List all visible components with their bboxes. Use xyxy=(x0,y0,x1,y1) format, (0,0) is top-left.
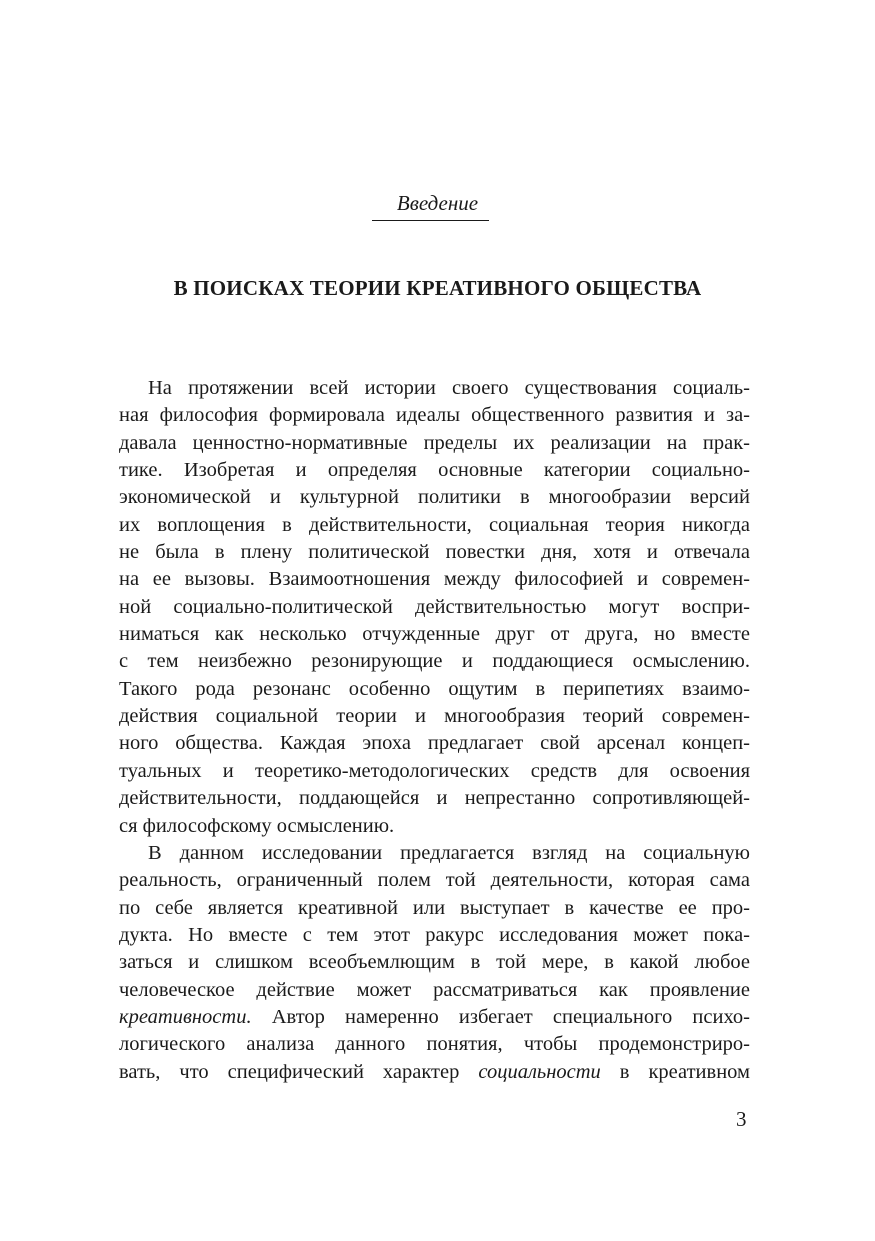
section-label: Введение xyxy=(396,191,479,215)
paragraph-line xyxy=(119,1004,750,1031)
paragraph-line: действительности, поддающейся и непрестанно сопротивляющей- xyxy=(119,787,750,810)
italic-term: креативности. xyxy=(119,1005,252,1028)
chapter-title: В ПОИСКАХ ТЕОРИИ КРЕАТИВНОГО ОБЩЕСТВА xyxy=(173,276,702,300)
paragraph-line: действия социальной теории и многообразия теорий современ- xyxy=(119,705,750,728)
paragraph-line: В данном исследовании предлагается взгляд на социальную xyxy=(148,841,750,864)
line-text: в креативном xyxy=(600,1060,751,1083)
paragraph-line: по себе является креативной или выступает в качестве ее про- xyxy=(119,896,750,919)
paragraph-line: Такого рода резонанс особенно ощутим в перипетиях взаимо- xyxy=(119,677,750,700)
paragraph-line: на ее вызовы. Взаимоотношения между философией и современ- xyxy=(119,568,750,591)
paragraph-line: На протяжении всей истории своего существования социаль- xyxy=(148,377,750,399)
paragraph-line: тике. Изобретая и определяя основные категории социально- xyxy=(119,459,750,482)
paragraph-line: ного общества. Каждая эпоха предлагает свой арсенал концеп- xyxy=(119,732,750,755)
paragraph-line: ной социально-политической действительностью могут воспри- xyxy=(119,595,750,618)
paragraph-line: логического анализа данного понятия, чтобы продемонстриро- xyxy=(119,1033,750,1056)
paragraph-line: реальность, ограниченный полем той деятельности, которая сама xyxy=(119,869,750,892)
paragraph-line xyxy=(119,1059,750,1086)
paragraph-line: ниматься как несколько отчужденные друг от друга, но вместе xyxy=(119,623,750,646)
paragraph-line: дукта. Но вместе с тем этот ракурс исследования может пока- xyxy=(119,923,750,946)
line-text: вать, что специфический характер xyxy=(119,1060,479,1083)
paragraph-line: давала ценностно-нормативные пределы их реализации на прак- xyxy=(119,431,750,454)
paragraph-line: экономической и культурной политики в многообразии версий xyxy=(119,486,750,509)
paragraph-line: туальных и теоретико-методологических средств для освоения xyxy=(119,759,750,782)
paragraph-line: человеческое действие может рассматриваться как проявление xyxy=(119,978,750,1001)
italic-term: социальности xyxy=(478,1060,601,1083)
paragraph-line: ся философскому осмыслению. xyxy=(119,814,395,837)
paragraph-line: ная философия формировала идеалы общественного развития и за- xyxy=(119,404,750,427)
paragraph-line: с тем неизбежно резонирующие и поддающиеся осмыслению. xyxy=(119,650,750,673)
paragraph-line: не была в плену политической повестки дня, хотя и отвечала xyxy=(119,541,750,564)
body-text xyxy=(119,375,750,1086)
page-number: 3 xyxy=(736,1107,747,1131)
paragraph-line: заться и слишком всеобъемлющим в той мере, в какой любое xyxy=(119,951,750,974)
section-underline xyxy=(372,220,489,221)
paragraph-line: их воплощения в действительности, социальная теория никогда xyxy=(119,513,750,536)
line-text: Автор намеренно избегает специального психо- xyxy=(251,1005,750,1028)
